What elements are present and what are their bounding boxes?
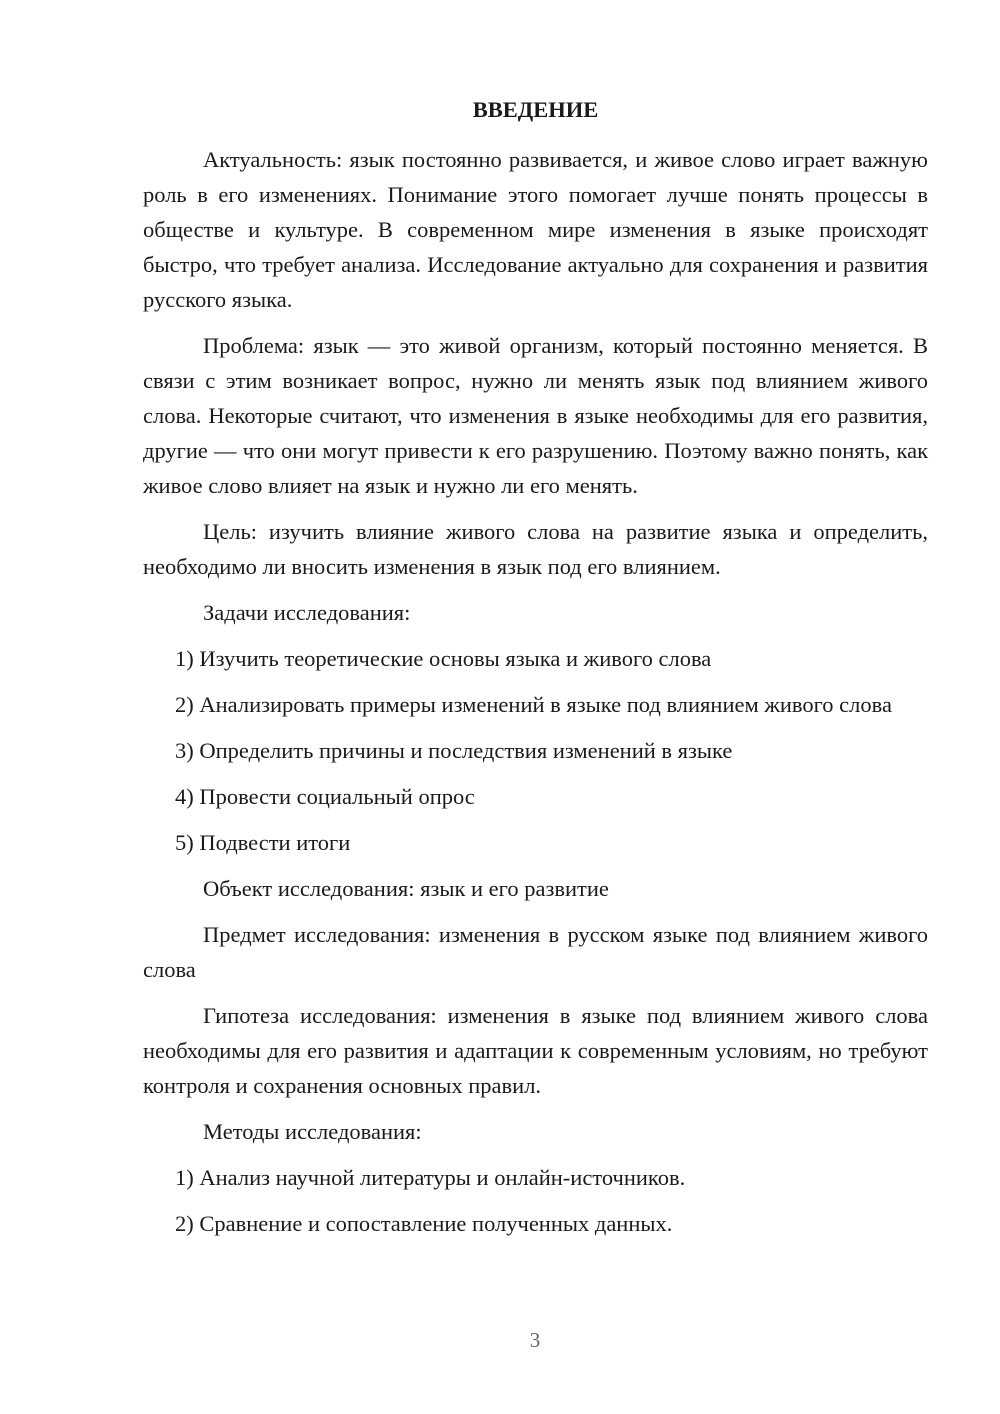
- task-item: 3) Определить причины и последствия изменений в языке: [175, 738, 733, 763]
- task-item: 2) Анализировать примеры изменений в языке под влиянием живого слова: [175, 692, 892, 717]
- hypothesis-paragraph: Гипотеза исследования: изменения в языке под влиянием живого слова необходимы для его развития и адаптации к современным условиям, но требуют контроля и сохранения основных правил.: [143, 1003, 928, 1098]
- goal-paragraph: Цель: изучить влияние живого слова на развитие языка и определить, необходимо ли вносить изменения в язык под его влиянием.: [143, 519, 928, 579]
- method-item: 2) Сравнение и сопоставление полученных данных.: [175, 1211, 673, 1236]
- problem-paragraph: Проблема: язык — это живой организм, который постоянно меняется. В связи с этим возникает вопрос, нужно ли менять язык под влиянием живого слова. Некоторые считают, что изменения в языке необходимы для его развития, другие — что они могут привести к его разрушению. Поэтому важно понять, как живое слово влияет на язык и нужно ли его менять.: [143, 333, 928, 498]
- task-item: 4) Провести социальный опрос: [175, 784, 475, 809]
- tasks-heading: Задачи исследования:: [203, 600, 411, 625]
- method-item: 1) Анализ научной литературы и онлайн-источников.: [175, 1165, 686, 1190]
- object-paragraph: Объект исследования: язык и его развитие: [203, 876, 609, 901]
- relevance-paragraph: Актуальность: язык постоянно развивается, и живое слово играет важную роль в его изменениях. Понимание этого помогает лучше понять процессы в обществе и культуре. В современном мире изменения в языке происходят быстро, что требует анализа. Исследование актуально для сохранения и развития русского языка.: [143, 147, 928, 312]
- section-title: ВВЕДЕНИЕ: [472, 97, 599, 122]
- page-number: 3: [529, 1328, 541, 1352]
- task-item: 5) Подвести итоги: [175, 830, 351, 855]
- task-item: 1) Изучить теоретические основы языка и живого слова: [175, 646, 712, 671]
- document-page: [143, 92, 928, 1252]
- methods-heading: Методы исследования:: [203, 1119, 422, 1144]
- subject-paragraph: Предмет исследования: изменения в русском языке под влиянием живого слова: [143, 922, 928, 982]
